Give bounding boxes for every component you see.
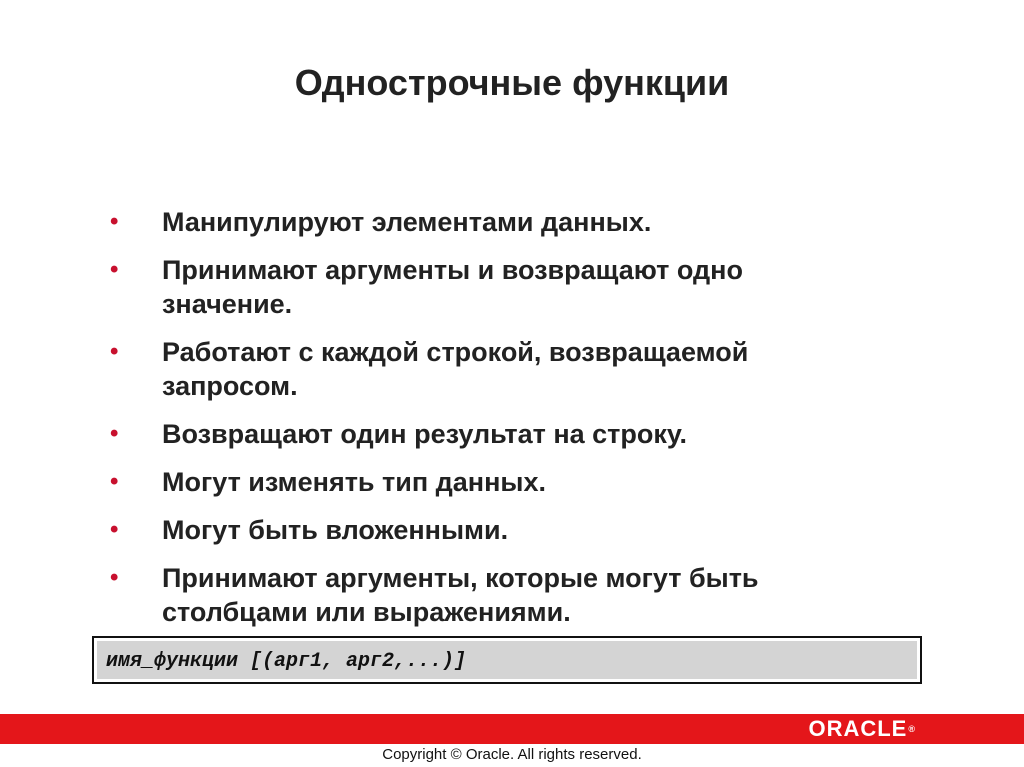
copyright-notice: Copyright © Oracle. All rights reserved. <box>382 746 642 763</box>
bullet-text: Могут быть вложенными. <box>162 515 509 545</box>
bullet-text: Возвращают один результат на строку. <box>162 419 688 449</box>
slide-title: Однострочные функции <box>294 62 730 103</box>
bullet-item <box>108 205 908 239</box>
bullet-icon: • <box>110 256 119 283</box>
bullet-icon: • <box>110 564 119 591</box>
bullet-item <box>108 465 908 499</box>
bullet-text-continuation: значение. <box>162 289 293 319</box>
bullet-item <box>108 335 908 403</box>
oracle-logo-text: ORACLE <box>808 716 908 741</box>
bullet-item <box>108 561 908 629</box>
registered-icon: ® <box>908 724 916 734</box>
bullet-text: Манипулируют элементами данных. <box>162 207 652 237</box>
bullet-text: Работают с каждой строкой, возвращаемой <box>162 337 749 367</box>
bullet-text: Принимают аргументы, которые могут быть <box>162 563 759 593</box>
bullet-item <box>108 513 908 547</box>
bullet-icon: • <box>110 468 119 495</box>
bullet-list <box>108 205 908 643</box>
oracle-logo <box>808 716 916 742</box>
bullet-icon: • <box>110 338 119 365</box>
bullet-item <box>108 253 908 321</box>
bullet-text: Принимают аргументы и возвращают одно <box>162 255 743 285</box>
bullet-text-continuation: запросом. <box>162 371 298 401</box>
bullet-icon: • <box>110 420 119 447</box>
syntax-box: имя_функции [(арг1, арг2,...)] <box>92 636 922 684</box>
bullet-icon: • <box>110 208 119 235</box>
bullet-item <box>108 417 908 451</box>
footer-bar <box>0 714 1024 744</box>
bullet-icon: • <box>110 516 119 543</box>
bullet-text: Могут изменять тип данных. <box>162 467 546 497</box>
bullet-text-continuation: столбцами или выражениями. <box>162 597 571 627</box>
